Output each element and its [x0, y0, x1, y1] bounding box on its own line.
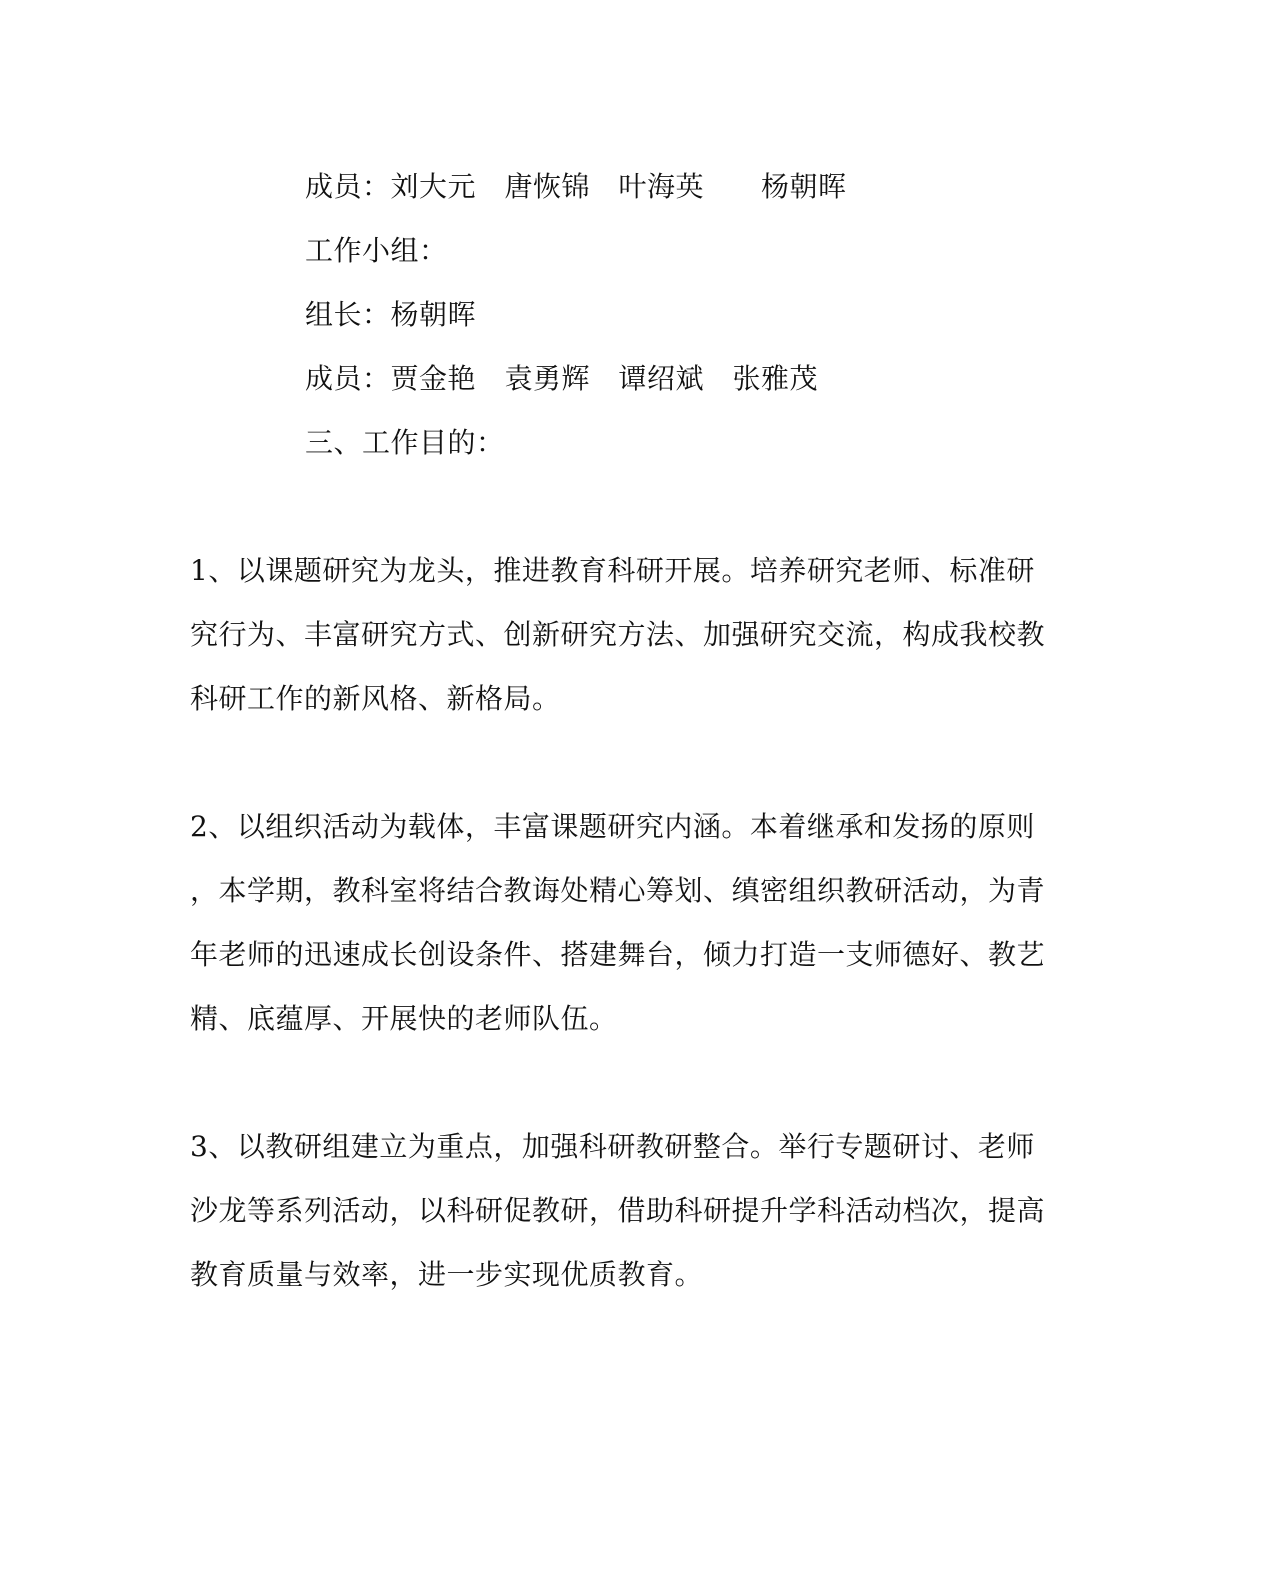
paragraph-3-line-3: 教育质量与效率，进一步实现优质教育。 [190, 1258, 704, 1291]
members-line-1: 成员：刘大元 唐恢锦 叶海英 杨朝晖 [305, 170, 847, 203]
working-group-heading: 工作小组： [305, 234, 448, 267]
paragraph-2-line-4: 精、底蕴厚、开展快的老师队伍。 [190, 1002, 618, 1035]
paragraph-1-line-3: 科研工作的新风格、新格局。 [190, 682, 561, 715]
paragraph-2-line-1: 2、以组织活动为载体，丰富课题研究内涵。本着继承和发扬的原则 [190, 810, 1035, 843]
paragraph-1-line-2: 究行为、丰富研究方式、创新研究方法、加强研究交流，构成我校教 [190, 618, 1046, 651]
paragraph-3-line-2: 沙龙等系列活动，以科研促教研，借助科研提升学科活动档次，提高 [190, 1194, 1046, 1227]
paragraph-2-line-2: ，本学期，教科室将结合教诲处精心筹划、缜密组织教研活动，为青 [190, 874, 1046, 907]
section-heading-work-purpose: 三、工作目的： [305, 426, 505, 459]
paragraph-1-line-1: 1、以课题研究为龙头，推进教育科研开展。培养研究老师、标准研 [190, 554, 1035, 587]
members-line-2: 成员：贾金艳 袁勇辉 谭绍斌 张雅茂 [305, 362, 819, 395]
paragraph-2-line-3: 年老师的迅速成长创设条件、搭建舞台，倾力打造一支师德好、教艺 [190, 938, 1046, 971]
paragraph-3-line-1: 3、以教研组建立为重点，加强科研教研整合。举行专题研讨、老师 [190, 1130, 1035, 1163]
group-leader-line: 组长：杨朝晖 [305, 298, 477, 331]
